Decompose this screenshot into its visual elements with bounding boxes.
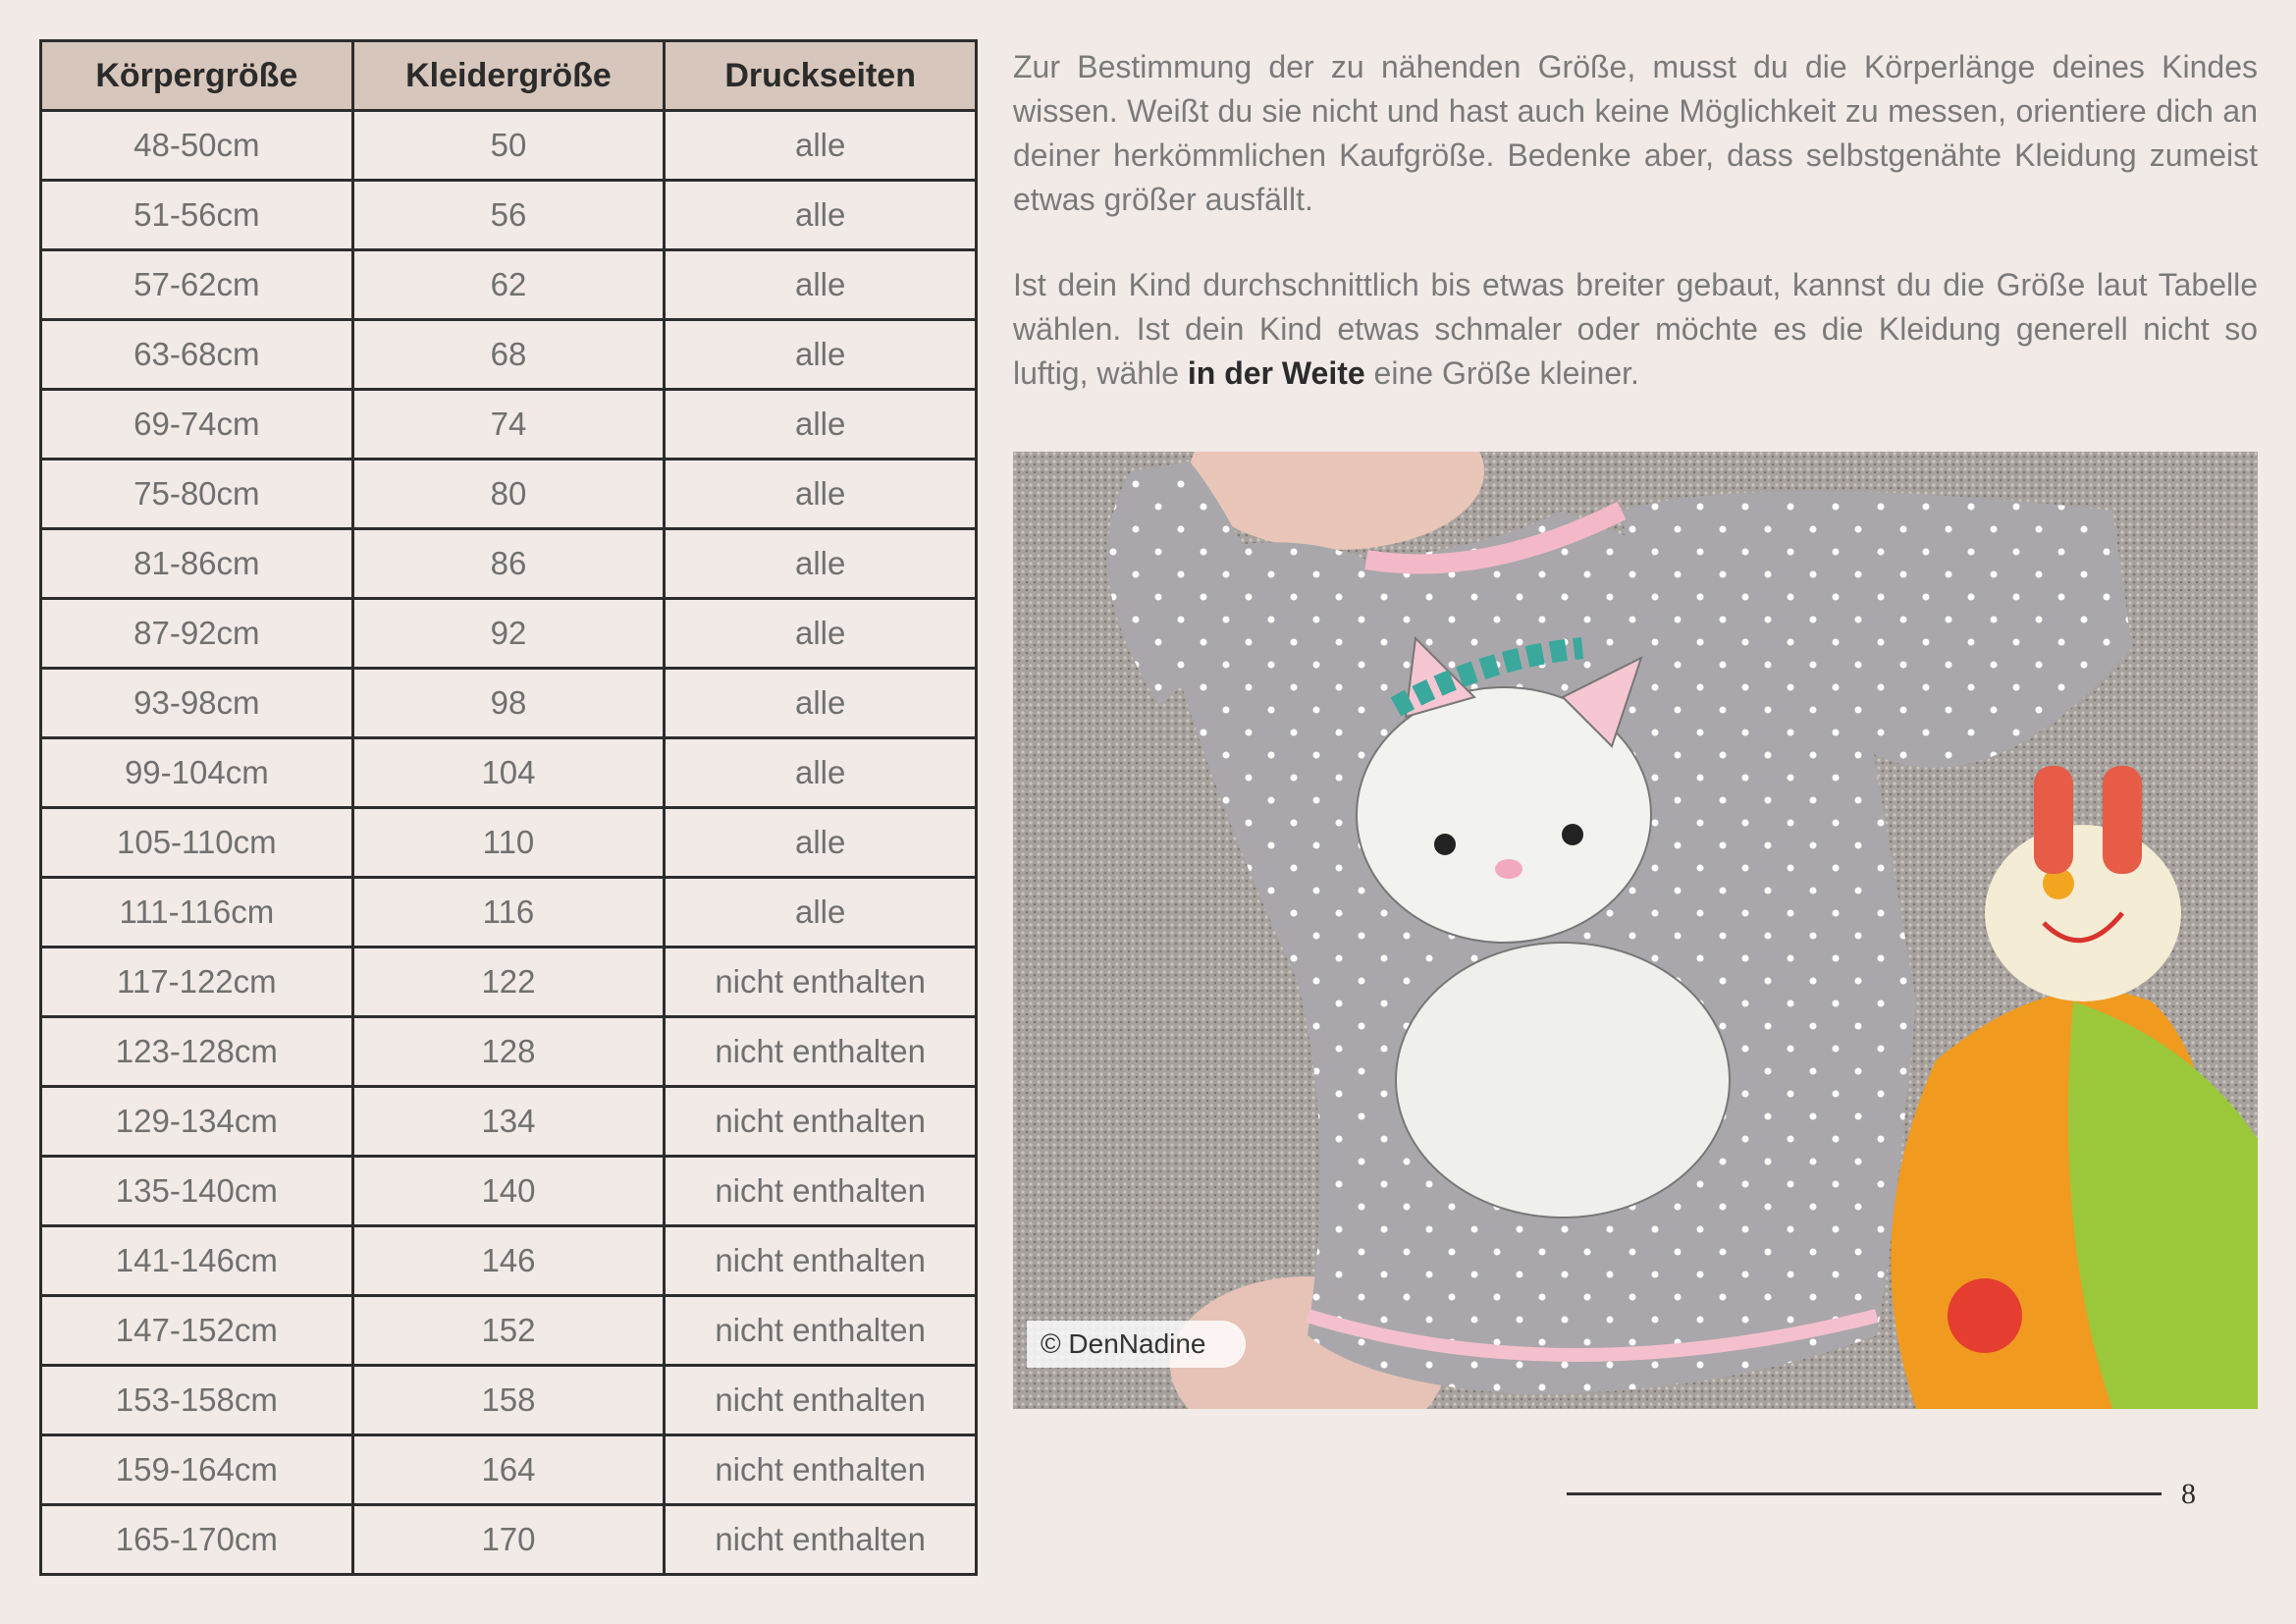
- cell-body-height: 63-68cm: [41, 320, 353, 390]
- table-row: [41, 111, 977, 181]
- cell-clothing-size: 164: [352, 1435, 665, 1505]
- table-row: [41, 529, 977, 599]
- cell-clothing-size: 50: [352, 111, 665, 181]
- cell-print-pages: nicht enthalten: [665, 1435, 977, 1505]
- cell-body-height: 57-62cm: [41, 250, 353, 320]
- table-row: [41, 808, 977, 878]
- cell-body-height: 51-56cm: [41, 181, 353, 250]
- cell-body-height: 111-116cm: [41, 878, 353, 947]
- cell-clothing-size: 116: [352, 878, 665, 947]
- table-row: [41, 181, 977, 250]
- table-row: [41, 390, 977, 460]
- cell-body-height: 147-152cm: [41, 1296, 353, 1366]
- cell-body-height: 87-92cm: [41, 599, 353, 669]
- cell-print-pages: nicht enthalten: [665, 1366, 977, 1435]
- header-print-pages: Druckseiten: [665, 41, 977, 111]
- header-body-height: Körpergröße: [41, 41, 353, 111]
- cell-print-pages: alle: [665, 808, 977, 878]
- intro-paragraph-1: Zur Bestimmung der zu nähenden Größe, musst du die Körperlänge deines Kindes wissen. Weißt du sie nicht und hast auch keine Möglichkeit zu messen, orientiere dich an deiner herkömmlichen Kaufgröße. Bedenke aber, dass selbstgenähte Kleidung zumeist etwas größer ausfällt.: [1013, 49, 2258, 217]
- intro-paragraph-2: [1013, 263, 2258, 396]
- paragraph-2-end: eine Größe kleiner.: [1364, 355, 1639, 391]
- table-row: [41, 738, 977, 808]
- table-row: [41, 599, 977, 669]
- cell-print-pages: nicht enthalten: [665, 1505, 977, 1575]
- cell-print-pages: alle: [665, 529, 977, 599]
- cell-print-pages: nicht enthalten: [665, 1157, 977, 1226]
- cell-clothing-size: 74: [352, 390, 665, 460]
- cell-clothing-size: 128: [352, 1017, 665, 1087]
- cell-print-pages: nicht enthalten: [665, 1087, 977, 1157]
- cell-clothing-size: 92: [352, 599, 665, 669]
- cat-body: [1396, 943, 1730, 1218]
- cell-print-pages: alle: [665, 669, 977, 738]
- footer-divider: [1567, 1492, 2162, 1495]
- table-header-row: [41, 41, 977, 111]
- cell-body-height: 117-122cm: [41, 947, 353, 1017]
- cell-print-pages: nicht enthalten: [665, 1296, 977, 1366]
- table-row: [41, 947, 977, 1017]
- cell-clothing-size: 110: [352, 808, 665, 878]
- cell-body-height: 159-164cm: [41, 1435, 353, 1505]
- cell-clothing-size: 134: [352, 1087, 665, 1157]
- table-row: [41, 878, 977, 947]
- cell-body-height: 105-110cm: [41, 808, 353, 878]
- cell-body-height: 123-128cm: [41, 1017, 353, 1087]
- cell-clothing-size: 140: [352, 1157, 665, 1226]
- table-row: [41, 1296, 977, 1366]
- cat-eye-left: [1434, 834, 1456, 855]
- cell-print-pages: alle: [665, 111, 977, 181]
- cell-body-height: 81-86cm: [41, 529, 353, 599]
- page-number: 8: [2181, 1478, 2196, 1510]
- cell-clothing-size: 68: [352, 320, 665, 390]
- table-row: [41, 1017, 977, 1087]
- cell-body-height: 129-134cm: [41, 1087, 353, 1157]
- table-body: [41, 111, 977, 1575]
- cat-nose: [1495, 859, 1522, 879]
- cell-print-pages: alle: [665, 878, 977, 947]
- paragraph-2-emphasis: in der Weite: [1187, 355, 1365, 391]
- table-row: [41, 1157, 977, 1226]
- cell-clothing-size: 104: [352, 738, 665, 808]
- table-row: [41, 669, 977, 738]
- cell-print-pages: alle: [665, 181, 977, 250]
- table-row: [41, 250, 977, 320]
- cell-clothing-size: 80: [352, 460, 665, 529]
- cell-print-pages: nicht enthalten: [665, 1017, 977, 1087]
- cell-clothing-size: 146: [352, 1226, 665, 1296]
- cell-clothing-size: 152: [352, 1296, 665, 1366]
- cell-body-height: 165-170cm: [41, 1505, 353, 1575]
- table-row: [41, 1226, 977, 1296]
- cell-clothing-size: 98: [352, 669, 665, 738]
- cell-clothing-size: 170: [352, 1505, 665, 1575]
- cell-clothing-size: 122: [352, 947, 665, 1017]
- cell-print-pages: nicht enthalten: [665, 947, 977, 1017]
- cell-print-pages: alle: [665, 320, 977, 390]
- table-row: [41, 1505, 977, 1575]
- cell-clothing-size: 158: [352, 1366, 665, 1435]
- cell-body-height: 93-98cm: [41, 669, 353, 738]
- table-row: [41, 1366, 977, 1435]
- header-clothing-size: Kleidergröße: [352, 41, 665, 111]
- cell-print-pages: alle: [665, 599, 977, 669]
- cell-print-pages: alle: [665, 460, 977, 529]
- photo-credit: © DenNadine: [1027, 1321, 1246, 1368]
- plush-ear-right: [2103, 766, 2142, 874]
- plush-head: [1985, 825, 2181, 1001]
- cell-clothing-size: 86: [352, 529, 665, 599]
- cell-print-pages: alle: [665, 250, 977, 320]
- cell-body-height: 75-80cm: [41, 460, 353, 529]
- size-table: [39, 39, 978, 1576]
- table-row: [41, 320, 977, 390]
- table-row: [41, 460, 977, 529]
- cell-body-height: 153-158cm: [41, 1366, 353, 1435]
- paragraph-2-start: Ist dein Kind durchschnittlich bis etwas breiter gebaut, kannst du die Größe laut Tabelle wählen. Ist dein Kind etwas schmaler oder möchte es die Kleidung generell nicht so luftig, wähle: [1013, 267, 2258, 391]
- plush-hand: [1948, 1278, 2022, 1353]
- cell-print-pages: nicht enthalten: [665, 1226, 977, 1296]
- cell-body-height: 135-140cm: [41, 1157, 353, 1226]
- photo-illustration: [1013, 452, 2258, 1409]
- table-row: [41, 1087, 977, 1157]
- cell-print-pages: alle: [665, 738, 977, 808]
- cell-print-pages: alle: [665, 390, 977, 460]
- table-row: [41, 1435, 977, 1505]
- cell-body-height: 69-74cm: [41, 390, 353, 460]
- plush-ear-left: [2034, 766, 2073, 874]
- baby-photo: [1013, 452, 2258, 1409]
- cell-clothing-size: 56: [352, 181, 665, 250]
- cell-clothing-size: 62: [352, 250, 665, 320]
- cell-body-height: 141-146cm: [41, 1226, 353, 1296]
- cell-body-height: 99-104cm: [41, 738, 353, 808]
- cat-eye-right: [1562, 824, 1583, 845]
- cell-body-height: 48-50cm: [41, 111, 353, 181]
